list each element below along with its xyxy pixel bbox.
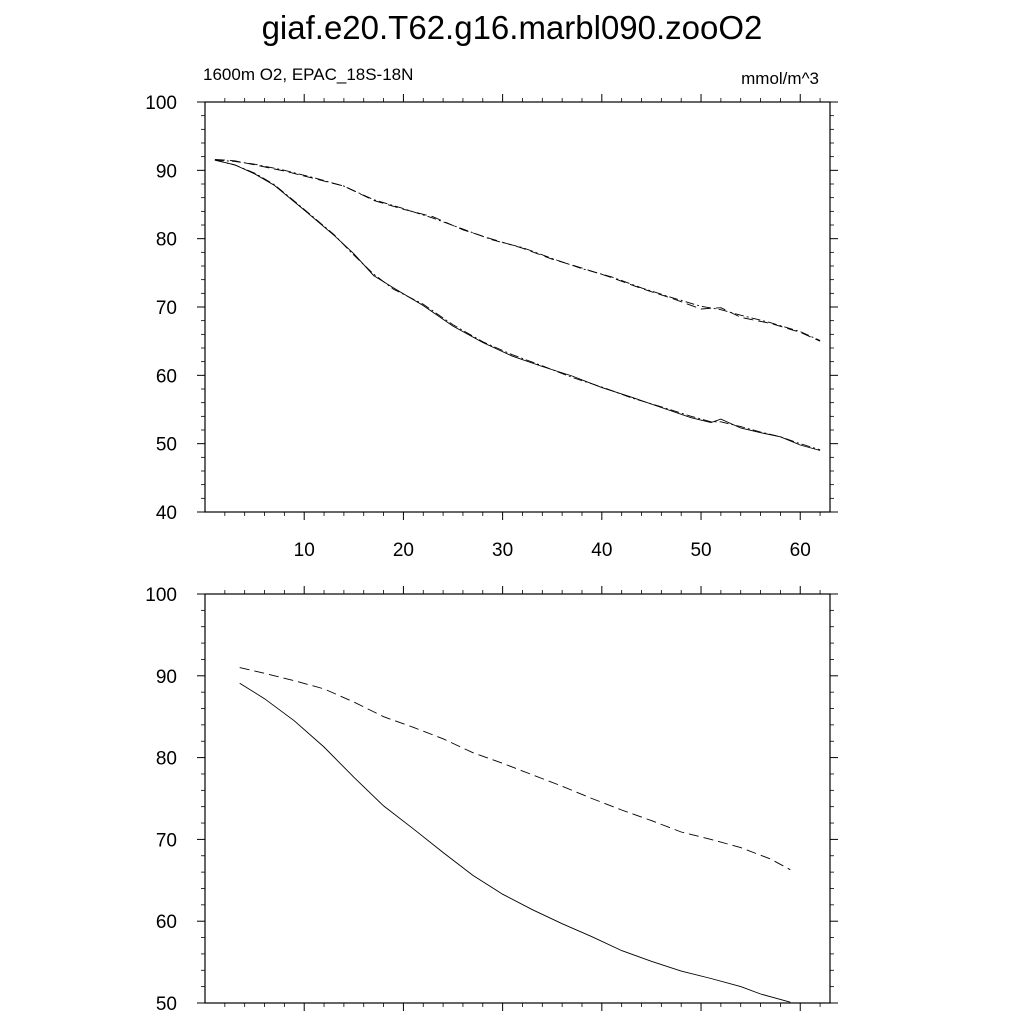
panel-2-ytick-label: 60: [155, 912, 177, 934]
panel-2-ytick-label: 100: [145, 585, 177, 606]
panel-2-ytick-label: 80: [155, 748, 177, 770]
panel-1-ytick-label: 40: [155, 503, 177, 524]
panel-1-xtick-label: 60: [789, 540, 811, 561]
panel-2-ytick-label: 50: [155, 994, 177, 1015]
panel-1-ytick-label: 60: [155, 366, 177, 388]
panel-2-frame: [205, 594, 830, 1003]
panel-1-ytick-label: 100: [145, 93, 177, 114]
panel-1-ytick-label: 50: [155, 434, 177, 456]
panel-1-series-1-line: [215, 160, 820, 450]
panel-2-ytick-label: 90: [155, 666, 177, 688]
panel-1-series-4-line: [215, 160, 820, 340]
panel-1-xtick-label: 40: [591, 540, 613, 561]
top-panel-subtitle-right: mmol/m^3: [741, 69, 819, 88]
panel-1-series-3-line: [215, 159, 820, 341]
panel-1-xtick-label: 20: [392, 540, 414, 561]
panel-1-series-2-line: [215, 160, 820, 450]
panel-1-frame: [205, 102, 830, 512]
chart-title: giaf.e20.T62.g16.marbl090.zooO2: [261, 9, 763, 46]
panel-1-ytick-label: 80: [155, 229, 177, 251]
panel-2-series-2-line: [240, 668, 791, 870]
panel-1-xtick-label: 10: [293, 540, 315, 561]
top-panel-subtitle-left: 1600m O2, EPAC_18S-18N: [203, 65, 414, 84]
panel-2-series-1-line: [240, 683, 791, 1002]
panel-1-xtick-label: 50: [690, 540, 712, 561]
panel-2-ytick-label: 70: [155, 830, 177, 852]
panel-1-ytick-label: 70: [155, 298, 177, 319]
panel-1-ytick-label: 90: [155, 161, 177, 183]
panel-1-xtick-label: 30: [492, 540, 514, 561]
